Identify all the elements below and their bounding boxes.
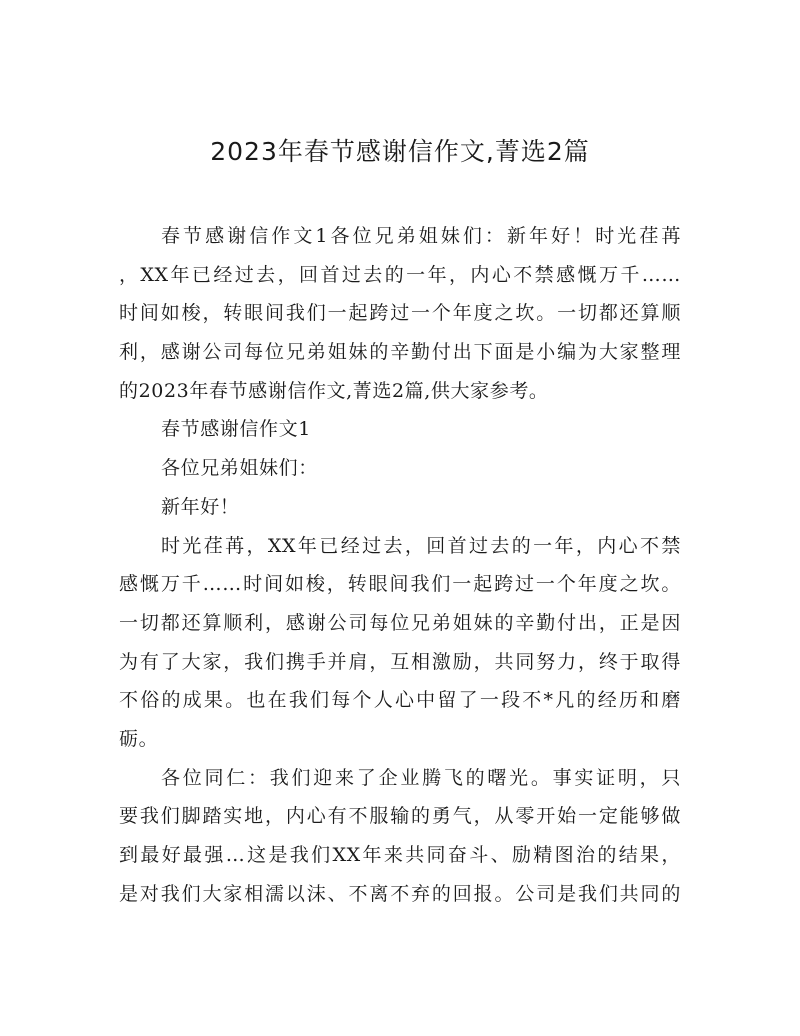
paragraph-line: 砺。 [119, 727, 159, 750]
paragraph-line: 的2023年春节感谢信作文,菁选2篇,供大家参考。 [119, 379, 549, 402]
paragraph-line: 是对我们大家相濡以沫、不离不弃的回报。公司是我们共同的 [119, 882, 681, 905]
paragraph-line: 各位同仁：我们迎来了企业腾飞的曙光。事实证明，只 [161, 766, 681, 789]
paragraph-line: 新年好！ [161, 495, 240, 518]
paragraph-line: 时光荏苒，XX年已经过去，回首过去的一年，内心不禁 [161, 534, 681, 557]
paragraph-line: 时间如梭，转眼间我们一起跨过一个年度之坎。一切都还算顺 [119, 302, 681, 325]
paragraph-line: 为有了大家，我们携手并肩，互相激励，共同努力，终于取得 [119, 650, 681, 673]
document-title: 2023年春节感谢信作文,菁选2篇 [210, 137, 590, 166]
paragraph-line: ，XX年已经过去，回首过去的一年，内心不禁感慨万千…… [119, 263, 681, 286]
paragraph-line: 到最好最强…这是我们XX年来共同奋斗、励精图治的结果， [119, 844, 681, 866]
paragraph-line: 要我们脚踏实地，内心有不服输的勇气，从零开始一定能够做 [119, 805, 681, 828]
paragraph-line: 一切都还算顺利，感谢公司每位兄弟姐妹的辛勤付出，正是因 [119, 611, 681, 634]
paragraph-line: 感慨万千……时间如梭，转眼间我们一起跨过一个年度之坎。 [119, 573, 681, 596]
paragraph-line: 春节感谢信作文1 [161, 418, 311, 441]
paragraph-line: 春节感谢信作文1各位兄弟姐妹们：新年好！时光荏苒 [161, 225, 681, 247]
paragraph-line: 利，感谢公司每位兄弟姐妹的辛勤付出下面是小编为大家整理 [119, 341, 681, 364]
document-body [119, 217, 681, 913]
paragraph-line: 各位兄弟姐妹们： [161, 457, 318, 480]
paragraph-line: 不俗的成果。也在我们每个人心中留了一段不*凡的经历和磨 [119, 689, 681, 712]
